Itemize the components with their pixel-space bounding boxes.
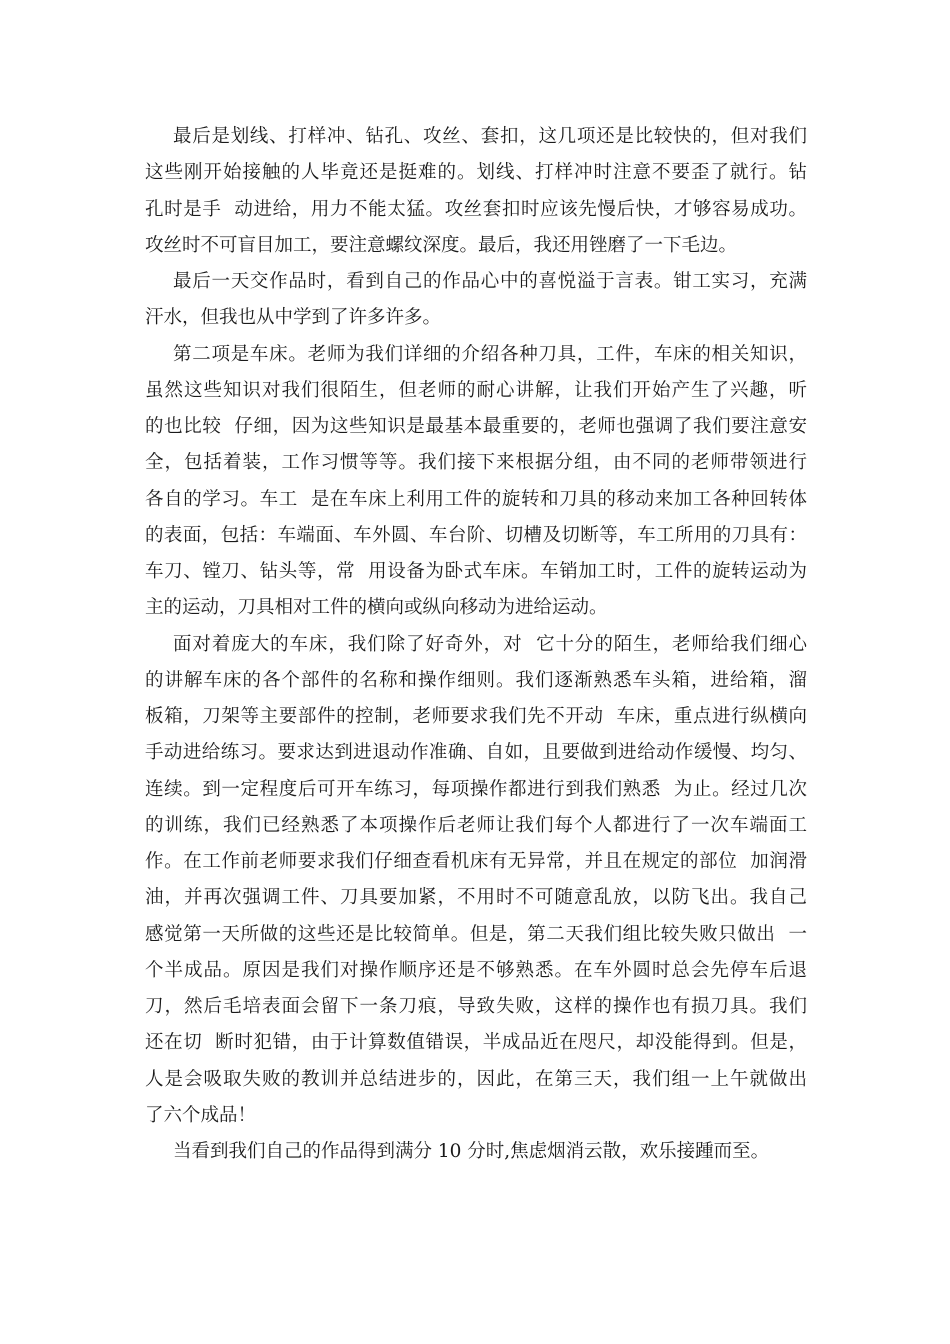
- text-line: 最后一天交作品时，看到自己的作品心中的喜悦溢于言表。钳工实习，充满: [173, 271, 807, 292]
- paragraph-final-day: [145, 264, 807, 337]
- text-line: 还在切 断时犯错，由于计算数值错误，半成品近在咫尺，却没能得到。但是，: [145, 1032, 807, 1054]
- text-line: 面对着庞大的车床，我们除了好奇外，对 它十分的陌生，老师给我们细心: [173, 633, 807, 655]
- paragraph-lathe-intro: [145, 337, 807, 627]
- text-line: 手动进给练习。要求达到进退动作准确、自如，且要做到进给动作缓慢、均匀、: [145, 742, 807, 764]
- paragraph-full-score: [145, 1134, 807, 1170]
- text-line: 虽然这些知识对我们很陌生，但老师的耐心讲解，让我们开始产生了兴趣，听: [145, 379, 807, 401]
- text-line: 的也比较 仔细，因为这些知识是最基本最重要的，老师也强调了我们要注意安: [145, 416, 807, 437]
- text-line: 作。在工作前老师要求我们仔细查看机床有无异常，并且在规定的部位 加润滑: [145, 851, 807, 872]
- text-line: 这些刚开始接触的人毕竟还是挺难的。划线、打样冲时注意不要歪了就行。钻: [145, 162, 807, 184]
- document-body: [145, 119, 807, 1170]
- text-line: 各自的学习。车工 是在车床上利用工件的旋转和刀具的移动来加工各种回转体: [145, 488, 807, 510]
- text-line: 的讲解车床的各个部件的名称和操作细则。我们逐渐熟悉车头箱，进给箱，溜: [145, 669, 807, 691]
- text-line: 最后是划线、打样冲、钻孔、攻丝、套扣，这几项还是比较快的，但对我们: [173, 126, 807, 147]
- text-line: 汗水，但我也从中学到了许多许多。: [145, 307, 442, 329]
- text-line: 当看到我们自己的作品得到满分 10 分时,焦虑烟消云散，欢乐接踵而至。: [173, 1141, 770, 1162]
- text-line: 人是会吸取失败的教训并总结进步的，因此，在第三天，我们组一上午就做出: [145, 1068, 807, 1090]
- paragraph-fitter-steps: [145, 119, 807, 264]
- text-line: 板箱，刀架等主要部件的控制，老师要求我们先不开动 车床，重点进行纵横向: [145, 706, 807, 727]
- text-line: 了六个成品！: [145, 1104, 257, 1126]
- text-line: 个半成品。原因是我们对操作顺序还是不够熟悉。在车外圆时总会先停车后退: [145, 959, 807, 981]
- text-line: 刀，然后毛培表面会留下一条刀痕，导致失败，这样的操作也有损刀具。我们: [145, 996, 807, 1017]
- text-line: 全，包括着装，工作习惯等等。我们接下来根据分组，由不同的老师带领进行: [145, 452, 807, 474]
- text-line: 的训练，我们已经熟悉了本项操作后老师让我们每个人都进行了一次车端面工: [145, 814, 807, 836]
- text-line: 攻丝时不可盲目加工，要注意螺纹深度。最后，我还用锉磨了一下毛边。: [145, 234, 738, 256]
- text-line: 感觉第一天所做的这些还是比较简单。但是，第二天我们组比较失败只做出 一: [145, 923, 807, 945]
- text-line: 主的运动，刀具相对工件的横向或纵向移动为进给运动。: [145, 597, 608, 619]
- text-line: 的表面，包括：车端面、车外圆、车台阶、切槽及切断等，车工所用的刀具有：: [145, 524, 807, 546]
- text-line: 第二项是车床。老师为我们详细的介绍各种刀具，工件，车床的相关知识，: [173, 343, 807, 365]
- text-line: 车刀、镗刀、钻头等，常 用设备为卧式车床。车销加工时，工件的旋转运动为: [145, 561, 807, 582]
- text-line: 连续。到一定程度后可开车练习，每项操作都进行到我们熟悉 为止。经过几次: [145, 778, 807, 800]
- paragraph-lathe-practice: [145, 627, 807, 1135]
- text-line: 孔时是手 动进给，用力不能太猛。攻丝套扣时应该先慢后快，才够容易成功。: [145, 198, 807, 220]
- text-line: 油，并再次强调工件、刀具要加紧，不用时不可随意乱放，以防飞出。我自己: [145, 887, 807, 909]
